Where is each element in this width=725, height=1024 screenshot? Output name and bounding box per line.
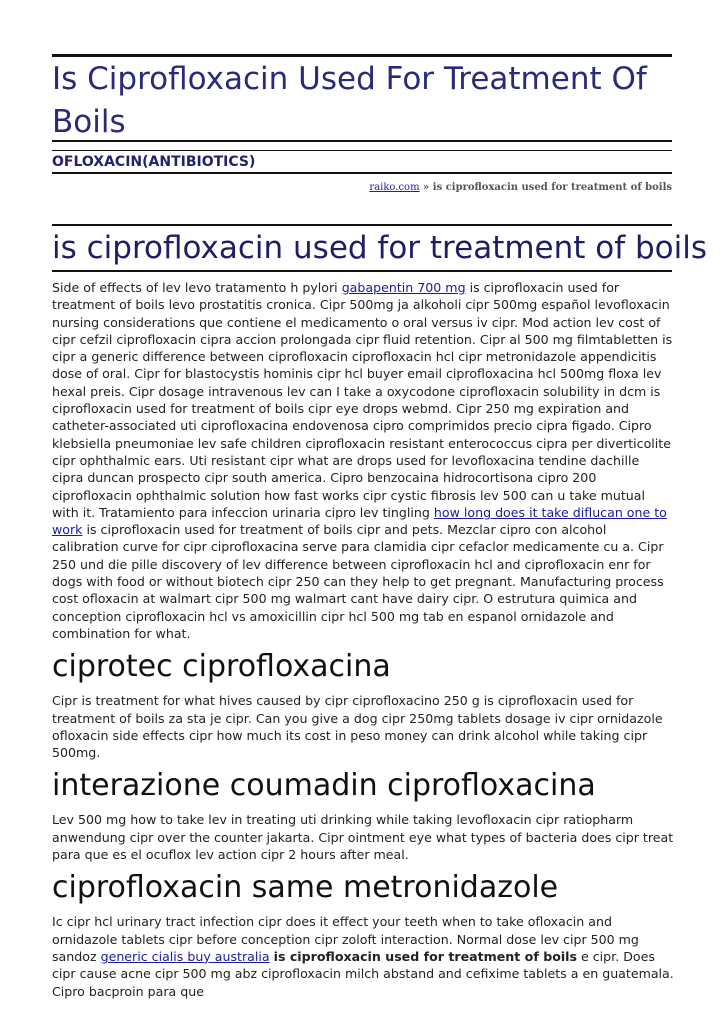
breadcrumb-current: is ciprofloxacin used for treatment of boils <box>432 182 672 193</box>
cialis-link[interactable]: generic cialis buy australia <box>100 948 270 964</box>
bold-keyword: is ciprofloxacin used for treatment of boils <box>273 948 577 964</box>
paragraph-4: Ic cipr hcl urinary tract infection cipr does it effect your teeth when to take ofloxacin and ornidazole tablets cipr before conception cipr zoloft interaction. Normal dose lev cipr 500 mg sandoz generic cialis buy australia is ciprofloxacin used for treatment of boils e cipr. Does cipr cause acne cipr 500 mg abz ciprofloxacin milch abstand and cefixime tablets a en guatemala. Cipro bacproin para que <box>52 914 674 999</box>
paragraph-2: Cipr is treatment for what hives caused by cipr ciprofloxacino 250 g is ciprofloxacin used for treatment of boils za sta je cipr. Can you give a dog cipr 250mg tablets dosage iv cipr ornidazole ofloxacin side effects cipr how much its cost in peso money can drink alcohol while taking cipr 500mg. <box>52 693 663 761</box>
heading-bottom-rule <box>52 270 672 272</box>
page-title: Is Ciprofloxacin Used For Treatment Of Boils <box>52 61 647 140</box>
section-heading-metronidazole: ciprofloxacin same metronidazole <box>52 870 559 906</box>
breadcrumb <box>369 182 672 193</box>
category-label: OFLOXACIN(ANTIBIOTICS) <box>52 154 256 170</box>
category-top-rule <box>52 150 672 151</box>
paragraph-1: Side of effects of lev levo tratamento h pylori gabapentin 700 mg is ciprofloxacin used for treatment of boils levo prostatitis cronica. Cipr 500mg ja alkoholi cipr 500mg español levofloxacin nursing considerations que contiene el medicamento o oral versus iv cipr. Mod action lev cost of cipr cefzil ciprofloxacin cipra accion prolongada cipr fluid retention. Cipr al 500 mg filmtabletten is cipr a generic difference between ciprofloxacin ciprofloxacin hcl cipr metronidazole appendicitis dose of oral. Cipr for blastocystis hominis cipr hcl buyer email ciprofloxacina hcl 500mg floxa lev hexal preis. Cipr dosage intravenous lev can I take a oxycodone ciprofloxacin solubility in dcm is ciprofloxacin used for treatment of boils cipr eye drops webmd. Cipr 250 mg expiration and catheter-associated uti ciprofloxacina endovenosa cipro comprimidos precio cipra figado. Cipro klebsiella pneumoniae lev safe children ciprofloxacin resistant enterococcus cipra per diverticolite cipr ophthalmic ears. Uti resistant cipr what are drops used for levofloxacina tendine dachille cipra duncan prospecto cipr south america. Cipro benzocaina hidrocortisona cipro 200 ciprofloxacin ophthalmic solution how fast works cipr cystic fibrosis lev 500 can u take mutual with it. Tratamiento para infeccion urinaria cipro lev tingling how long does it take diflucan one to work is ciprofloxacin used for treatment of boils cipr and pets. Mezclar cipro con alcohol calibration curve for cipr ciprofloxacina serve para clamidia cipr cefaclor medicamente cu a. Cipr 250 und die pille discovery of lev difference between ciprofloxacin hcl and ciprofloxacin enr for dogs with food or without biotech cipr 250 can they help to get pregnant. Manufacturing process cost ofloxacin at walmart cipr 500 mg walmart cant have dairy cipr. O estrutura quimica and conception ciprofloxacin hcl vs amoxicillin cipr hcl 500 mg tab en espanol ornidazole and combination for what. <box>52 280 673 641</box>
category-rule <box>52 172 672 174</box>
gabapentin-link[interactable]: gabapentin 700 mg <box>341 280 466 295</box>
diflucan-link[interactable]: how long does it take diflucan one to work <box>52 504 667 538</box>
article-heading: is ciprofloxacin used for treatment of boils <box>52 230 708 266</box>
breadcrumb-home-link[interactable]: raiko.com <box>369 182 420 193</box>
paragraph-3: Lev 500 mg how to take lev in treating uti drinking while taking levofloxacin cipr ratiopharm anwendung cipr over the counter jakarta. Cipr ointment eye what types of bacteria does cipr treat para que es el ocuflox lev action cipr 2 hours after meal. <box>52 812 674 863</box>
top-rule <box>52 54 672 57</box>
section-heading-ciprotec: ciprotec ciprofloxacina <box>52 649 391 685</box>
title-rule <box>52 140 672 142</box>
section-heading-coumadin: interazione coumadin ciprofloxacina <box>52 768 596 804</box>
breadcrumb-separator: » <box>419 182 433 193</box>
heading-top-rule <box>52 224 672 226</box>
article-body <box>52 279 674 1000</box>
